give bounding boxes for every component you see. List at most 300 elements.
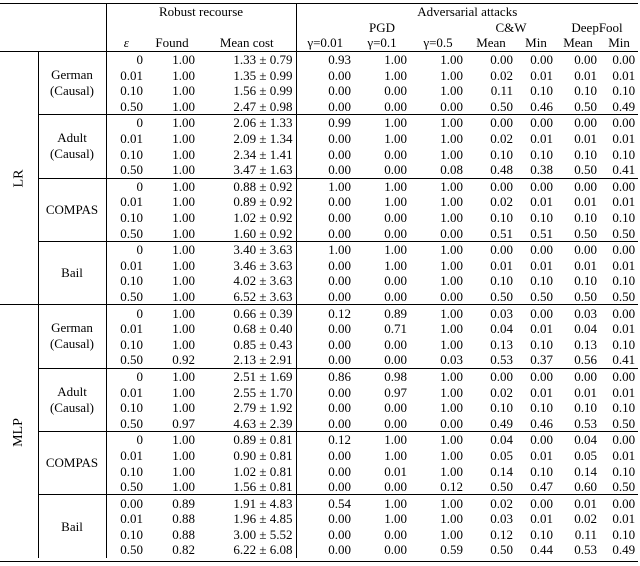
table-row	[0, 432, 638, 448]
table-cell: 0.00	[600, 305, 638, 321]
table-cell: 0.38	[530, 162, 553, 178]
table-cell: 0.01	[574, 67, 597, 83]
table-cell: 0.00	[296, 542, 354, 558]
table-cell: 0.10	[106, 83, 146, 99]
table-cell: 1.00	[172, 273, 195, 289]
table-cell: 0.56	[574, 352, 597, 368]
table-cell: 0.10	[612, 83, 636, 99]
table-cell: 0.00	[516, 495, 556, 511]
table-cell: 0.00	[600, 495, 638, 511]
table-cell: 0.01	[384, 463, 407, 479]
dataset-label	[38, 495, 106, 558]
table-cell: 0.66 ± 0.39	[198, 305, 296, 321]
table-cell: 0.02	[466, 495, 516, 511]
table-cell: 0.46	[530, 98, 553, 114]
table-cell: 0	[106, 241, 146, 257]
table-cell: 0.00	[516, 305, 556, 321]
table-cell: 1.00	[440, 336, 463, 352]
table-cell: 0.04	[556, 432, 600, 448]
table-cell: 0.01	[106, 321, 146, 337]
table-cell: 0	[106, 51, 146, 67]
table-cell: 1.00	[440, 463, 463, 479]
table-cell: 0.00	[296, 210, 354, 226]
table-cell: 0.53	[490, 352, 513, 368]
table-cell: 0.00	[384, 542, 407, 558]
table-cell: 0.02	[490, 194, 513, 210]
table-cell: 1.00	[172, 384, 195, 400]
table-cell: 0.00	[466, 115, 516, 131]
table-cell: 0.00	[516, 241, 556, 257]
header-robust-recourse: Robust recourse	[106, 4, 296, 20]
table-cell: 2.09 ± 1.34	[233, 131, 293, 147]
table-cell: 0.03	[556, 305, 600, 321]
table-cell: 0.44	[530, 542, 553, 558]
table-cell: 0.02	[490, 67, 513, 83]
table-cell: 1.00	[172, 321, 195, 337]
table-cell: 0.50	[530, 288, 553, 304]
table-cell: 0.50	[490, 479, 513, 495]
table-cell: 0.10	[574, 210, 597, 226]
table-cell: 0.10	[530, 210, 553, 226]
table-cell: 2.51 ± 1.69	[198, 368, 296, 384]
table-cell: 0.89	[146, 495, 198, 511]
table-cell: 0.01	[530, 67, 553, 83]
table-cell: 0.00	[384, 352, 407, 368]
table-cell: 0.53	[574, 542, 597, 558]
dataset-label	[38, 178, 106, 241]
table-cell: 2.13 ± 2.91	[233, 352, 293, 368]
table-cell: 3.00 ± 5.52	[233, 526, 293, 542]
table-cell: 0.50	[612, 288, 636, 304]
table-cell: 0.89 ± 0.81	[198, 432, 296, 448]
table-cell: 0.50	[106, 479, 146, 495]
table-cell: 0.10	[574, 83, 597, 99]
table-cell: 0.10	[612, 463, 636, 479]
table-cell: 0.00	[516, 115, 556, 131]
table-cell: 0.10	[530, 146, 553, 162]
table-cell: 1.00	[440, 273, 463, 289]
table-cell: 0.00	[384, 98, 407, 114]
dataset-name-line: Bail	[61, 518, 83, 534]
table-cell: 0.54	[296, 495, 354, 511]
table-cell: 0.14	[490, 463, 513, 479]
table-cell: 0.37	[530, 352, 553, 368]
table-cell: 0.50	[612, 415, 636, 431]
table-cell: 0.01	[490, 257, 513, 273]
table-body	[0, 51, 638, 558]
table-cell: 1.00	[440, 447, 463, 463]
table-cell: 0.53	[574, 415, 597, 431]
table-cell: 6.52 ± 3.63	[233, 288, 293, 304]
table-cell: 0.12	[440, 479, 463, 495]
table-cell: 0.00	[600, 432, 638, 448]
column-header: γ=0.5	[410, 35, 466, 51]
table-cell: 2.34 ± 1.41	[233, 146, 293, 162]
table-cell: 1.00	[384, 257, 407, 273]
table-cell: 3.47 ± 1.63	[233, 162, 293, 178]
table-cell: 0.00	[384, 336, 407, 352]
table-cell: 0.50	[490, 288, 513, 304]
table-cell: 0.00	[556, 51, 600, 67]
table-cell: 1.00	[172, 336, 195, 352]
table-cell: 0.00	[600, 51, 638, 67]
table-cell: 0.02	[574, 511, 597, 527]
table-cell: 0.00	[516, 178, 556, 194]
table-cell: 0.00	[296, 448, 354, 464]
table-cell: 1.00	[384, 67, 407, 83]
table-cell: 0.00	[296, 99, 354, 115]
column-header: Min	[600, 35, 638, 51]
table-cell: 0.10	[612, 400, 636, 416]
table-cell: 1.00	[146, 368, 198, 384]
table-cell: 1.91 ± 4.83	[198, 495, 296, 511]
table-cell: 1.00	[172, 288, 195, 304]
table-cell: 0.50	[106, 162, 146, 178]
table-cell: 0.10	[106, 273, 146, 289]
table-cell: 0.00	[296, 336, 354, 352]
table-cell: 1.00	[440, 384, 463, 400]
table-cell: 1.00	[296, 241, 354, 257]
table-cell: 0.41	[612, 162, 636, 178]
table-cell: 0.03	[466, 305, 516, 321]
table-cell: 0.60	[574, 479, 597, 495]
table-cell: 1.00	[172, 210, 195, 226]
table-cell: 0.01	[530, 257, 553, 273]
dataset-name-line: German	[51, 320, 93, 336]
table-cell: 0.03	[490, 511, 513, 527]
table-cell: 1.00	[384, 447, 407, 463]
table-cell: 0.00	[296, 162, 354, 178]
table-cell: 1.00	[172, 400, 195, 416]
table-cell: 0.01	[106, 131, 146, 147]
table-cell: 0.01	[612, 194, 636, 210]
table-cell: 0.01	[530, 321, 553, 337]
bottom-rule	[0, 561, 638, 562]
table-cell: 1.00	[410, 51, 466, 67]
table-cell: 1.00	[410, 432, 466, 448]
model-label	[0, 305, 38, 558]
table-cell: 1.00	[354, 241, 410, 257]
table-cell: 1.00	[354, 115, 410, 131]
table-cell: 1.00	[146, 115, 198, 131]
table-cell: 0.48	[490, 162, 513, 178]
table-cell: 0.88 ± 0.92	[198, 178, 296, 194]
table-row	[0, 51, 638, 67]
table-cell: 0.10	[106, 336, 146, 352]
table-row	[0, 305, 638, 321]
dataset-name-line: Adult	[57, 383, 87, 399]
table-cell: 0.50	[106, 415, 146, 431]
table-cell: 0.47	[530, 479, 553, 495]
table-cell: 0.50	[490, 542, 513, 558]
table-cell: 0.00	[600, 241, 638, 257]
table-cell: 0.00	[466, 51, 516, 67]
dataset-label	[38, 432, 106, 495]
table-cell: 2.06 ± 1.33	[198, 115, 296, 131]
table-cell: 0.00	[296, 194, 354, 210]
table-cell: 0.00	[384, 526, 407, 542]
table-cell: 0.88	[172, 511, 195, 527]
table-cell: 0.99	[296, 115, 354, 131]
table-cell: 0.00	[296, 225, 354, 241]
table-cell: 0.00	[440, 288, 463, 304]
table-cell: 0	[106, 115, 146, 131]
table-cell: 0.10	[574, 146, 597, 162]
table-cell: 0.00	[600, 178, 638, 194]
table-cell: 0.82	[172, 542, 195, 558]
header-pgd: PGD	[368, 19, 395, 35]
table-cell: 1.00	[440, 146, 463, 162]
table-cell: 1.00	[354, 432, 410, 448]
dataset-name-line: (Causal)	[49, 146, 95, 162]
table-cell: 1.00	[172, 146, 195, 162]
table-cell: 0.97	[384, 384, 407, 400]
table-cell: 1.00	[146, 305, 198, 321]
table-cell: 0.10	[574, 273, 597, 289]
table-cell: 0.00	[384, 288, 407, 304]
table-cell: 0.00	[440, 415, 463, 431]
table-cell: 0.00	[600, 368, 638, 384]
table-cell: 1.00	[440, 511, 463, 527]
table-cell: 0.89	[354, 305, 410, 321]
column-header: γ=0.1	[354, 35, 410, 51]
table-cell: 0.10	[490, 146, 513, 162]
table-cell: 0.10	[530, 83, 553, 99]
table-cell: 0.01	[530, 511, 553, 527]
table-cell: 0.41	[612, 352, 636, 368]
table-cell: 0.50	[574, 288, 597, 304]
table-cell: 0.89 ± 0.92	[233, 194, 293, 210]
table-cell: 0.01	[612, 511, 636, 527]
table-cell: 0.00	[466, 368, 516, 384]
table-cell: 1.00	[384, 194, 407, 210]
dataset-name-line: COMPAS	[45, 201, 99, 217]
table-cell: 1.00	[440, 526, 463, 542]
table-cell: 0.50	[106, 352, 146, 368]
table-cell: 0.51	[490, 225, 513, 241]
column-header: Mean	[556, 35, 600, 51]
table-cell: 0.00	[600, 115, 638, 131]
table-cell: 0.01	[530, 194, 553, 210]
table-cell: 0.00	[384, 415, 407, 431]
table-cell: 1.00	[146, 51, 198, 67]
table-cell: 1.00	[440, 67, 463, 83]
table-cell: 0.50	[612, 225, 636, 241]
table-cell: 0.01	[530, 447, 553, 463]
table-cell: 1.00	[296, 178, 354, 194]
table-cell: 1.00	[172, 479, 195, 495]
table-cell: 0.49	[612, 98, 636, 114]
table-cell: 0.10	[106, 146, 146, 162]
table-cell: 0.10	[612, 273, 636, 289]
table-cell: 4.63 ± 2.39	[233, 415, 293, 431]
column-header: γ=0.01	[296, 35, 354, 51]
table-cell: 0.93	[296, 51, 354, 67]
table-cell: 0.01	[612, 67, 636, 83]
model-name: MLP	[11, 417, 27, 447]
table-cell: 2.79 ± 1.92	[233, 400, 293, 416]
table-cell: 0.11	[574, 526, 597, 542]
table-cell: 0.00	[384, 400, 407, 416]
table-cell: 0.01	[612, 131, 636, 147]
table-cell: 3.46 ± 3.63	[233, 257, 293, 273]
header-adversarial-attacks: Adversarial attacks	[296, 4, 638, 20]
table-cell: 1.00	[440, 83, 463, 99]
results-table	[0, 4, 638, 558]
table-cell: 1.00	[440, 194, 463, 210]
table-cell: 2.55 ± 1.70	[233, 384, 293, 400]
table-cell: 0.10	[106, 463, 146, 479]
table-row	[0, 241, 638, 257]
table-cell: 0.13	[574, 336, 597, 352]
table-cell: 0.01	[106, 258, 146, 274]
table-cell: 0.00	[516, 432, 556, 448]
table-cell: 0.00	[296, 131, 354, 147]
table-cell: 0.10	[530, 526, 553, 542]
table-cell: 0.50	[574, 225, 597, 241]
table-cell: 0.88	[172, 526, 195, 542]
table-cell: 0.50	[106, 225, 146, 241]
table-cell: 1.00	[440, 321, 463, 337]
table-cell: 0.49	[612, 542, 636, 558]
table-cell: 0.05	[490, 447, 513, 463]
table-cell: 3.40 ± 3.63	[198, 241, 296, 257]
table-cell: 0.10	[530, 336, 553, 352]
table-cell: 0	[106, 432, 146, 448]
table-cell: 1.00	[146, 432, 198, 448]
table-cell: 1.00	[440, 131, 463, 147]
table-cell: 0.04	[574, 321, 597, 337]
table-cell: 0.00	[384, 479, 407, 495]
dataset-label	[38, 115, 106, 178]
table-cell: 1.96 ± 4.85	[233, 511, 293, 527]
table-cell: 0	[106, 178, 146, 194]
table-cell: 0.01	[530, 384, 553, 400]
table-cell: 1.35 ± 0.99	[233, 67, 293, 83]
table-cell: 1.00	[440, 400, 463, 416]
column-header: ε	[106, 35, 146, 51]
dataset-label	[38, 305, 106, 368]
table-cell: 0.10	[612, 526, 636, 542]
column-header: Min	[516, 35, 556, 51]
table-cell: 0.00	[556, 368, 600, 384]
table-cell: 0.01	[574, 257, 597, 273]
table-cell: 0.01	[106, 67, 146, 83]
table-row	[0, 115, 638, 131]
table-cell: 0.01	[106, 384, 146, 400]
table-cell: 1.00	[384, 131, 407, 147]
table-cell: 1.00	[172, 162, 195, 178]
table-cell: 0.04	[490, 321, 513, 337]
table-cell: 1.00	[410, 115, 466, 131]
table-cell: 0.00	[296, 384, 354, 400]
table-cell: 1.00	[172, 225, 195, 241]
table-cell: 0.50	[490, 98, 513, 114]
dataset-label	[38, 241, 106, 304]
table-cell: 0.85 ± 0.43	[233, 336, 293, 352]
column-headers	[0, 35, 638, 51]
table-cell: 0.68 ± 0.40	[233, 321, 293, 337]
table-cell: 0.01	[574, 384, 597, 400]
table-cell: 6.22 ± 6.08	[233, 542, 293, 558]
table-cell: 0.04	[466, 432, 516, 448]
table-cell: 0.10	[490, 273, 513, 289]
table-cell: 0.49	[490, 415, 513, 431]
table-cell: 0.00	[466, 241, 516, 257]
table-row	[0, 178, 638, 194]
table-cell: 0.01	[530, 131, 553, 147]
table-cell: 0.10	[530, 400, 553, 416]
table-cell: 0.12	[296, 432, 354, 448]
table-cell: 0.00	[556, 115, 600, 131]
table-cell: 1.00	[172, 257, 195, 273]
table-cell: 0.00	[556, 241, 600, 257]
table-cell: 4.02 ± 3.63	[233, 273, 293, 289]
table-cell: 0.00	[296, 289, 354, 305]
table-cell: 0.00	[296, 463, 354, 479]
table-cell: 0.01	[612, 384, 636, 400]
table-cell: 0.46	[530, 415, 553, 431]
table-cell: 0.02	[490, 384, 513, 400]
table-cell: 0.10	[530, 463, 553, 479]
table-cell: 0.86	[296, 368, 354, 384]
table-cell: 0.02	[490, 131, 513, 147]
table-cell: 0.01	[612, 321, 636, 337]
table-cell: 1.00	[172, 463, 195, 479]
table-cell: 0.00	[296, 400, 354, 416]
dataset-name-line: Adult	[57, 130, 87, 146]
dataset-label	[38, 51, 106, 114]
model-label	[0, 51, 38, 305]
table-cell: 1.00	[410, 495, 466, 511]
table-cell: 0.00	[296, 273, 354, 289]
table-cell: 0.10	[612, 146, 636, 162]
table-cell: 0.13	[490, 336, 513, 352]
dataset-name-line: COMPAS	[45, 455, 99, 471]
table-cell: 0.01	[612, 257, 636, 273]
table-cell: 1.02 ± 0.92	[233, 210, 293, 226]
table-cell: 0.10	[106, 527, 146, 543]
table-cell: 1.00	[354, 178, 410, 194]
table-cell: 1.00	[410, 368, 466, 384]
table-cell: 0.00	[296, 511, 354, 527]
table-cell: 0.50	[574, 162, 597, 178]
dataset-name-line: (Causal)	[49, 399, 95, 415]
table-cell: 0.50	[106, 289, 146, 305]
table-cell: 0.00	[384, 210, 407, 226]
table-cell: 1.00	[172, 194, 195, 210]
table-cell: 0.98	[354, 368, 410, 384]
table-cell: 0.50	[106, 99, 146, 115]
table-cell: 0.01	[106, 511, 146, 527]
table-cell: 0.12	[296, 305, 354, 321]
table-cell: 1.00	[440, 210, 463, 226]
column-header: Found	[146, 35, 198, 51]
table-cell: 0.50	[612, 479, 636, 495]
table-cell: 0.00	[296, 67, 354, 83]
table-cell: 0.97	[172, 415, 195, 431]
table-cell: 1.00	[172, 447, 195, 463]
table-cell: 1.02 ± 0.81	[233, 463, 293, 479]
dataset-name-line: German	[51, 66, 93, 82]
dataset-name-line: (Causal)	[49, 82, 95, 98]
table-cell: 0.10	[490, 400, 513, 416]
table-cell: 0.90 ± 0.81	[233, 447, 293, 463]
table-cell: 0	[106, 368, 146, 384]
table-cell: 1.33 ± 0.79	[198, 51, 296, 67]
table-row	[0, 368, 638, 384]
table-cell: 0.00	[384, 273, 407, 289]
